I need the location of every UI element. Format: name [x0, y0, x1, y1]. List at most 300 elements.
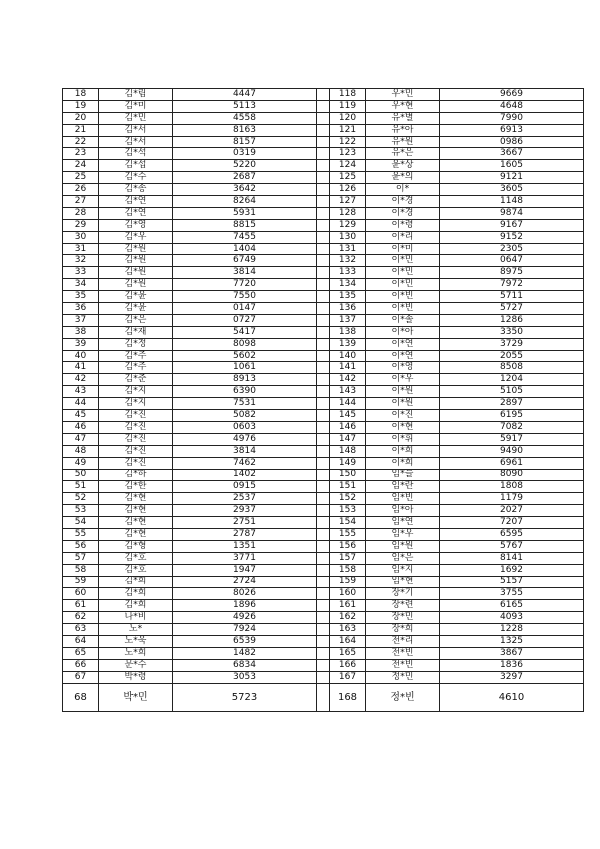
right-masked-name-cell: 우*현 — [366, 100, 440, 112]
left-masked-name-cell: 노*희 — [99, 647, 173, 659]
left-number-value-cell: 4976 — [173, 433, 317, 445]
right-number-value-cell: 9874 — [440, 207, 584, 219]
left-row-number-cell: 38 — [63, 326, 99, 338]
left-number-value-cell: 0603 — [173, 421, 317, 433]
left-masked-name-cell: 김*연 — [99, 207, 173, 219]
column-gap — [317, 279, 330, 291]
column-gap — [317, 219, 330, 231]
right-masked-name-cell: 장*련 — [366, 600, 440, 612]
table-row — [63, 136, 584, 148]
left-row-number-cell: 44 — [63, 398, 99, 410]
left-row-number-cell: 50 — [63, 469, 99, 481]
column-gap — [317, 588, 330, 600]
left-masked-name-cell: 김*정 — [99, 338, 173, 350]
left-number-value-cell: 2724 — [173, 576, 317, 588]
right-masked-name-cell: 이* — [366, 184, 440, 196]
column-gap — [317, 600, 330, 612]
right-number-value-cell: 4610 — [440, 683, 584, 711]
left-number-value-cell: 6390 — [173, 386, 317, 398]
left-number-value-cell: 7455 — [173, 231, 317, 243]
table-row — [63, 386, 584, 398]
left-row-number-cell: 61 — [63, 600, 99, 612]
right-row-number-cell: 151 — [330, 481, 366, 493]
table-row — [63, 279, 584, 291]
left-row-number-cell: 35 — [63, 291, 99, 303]
right-row-number-cell: 163 — [330, 624, 366, 636]
left-masked-name-cell: 김*준 — [99, 374, 173, 386]
left-masked-name-cell: 김*서 — [99, 136, 173, 148]
right-row-number-cell: 147 — [330, 433, 366, 445]
column-gap — [317, 231, 330, 243]
table-row — [63, 350, 584, 362]
column-gap — [317, 207, 330, 219]
table-row — [63, 457, 584, 469]
right-row-number-cell: 130 — [330, 231, 366, 243]
right-number-value-cell: 8975 — [440, 267, 584, 279]
column-gap — [317, 671, 330, 683]
right-row-number-cell: 148 — [330, 445, 366, 457]
column-gap — [317, 124, 330, 136]
table-row — [63, 326, 584, 338]
left-number-value-cell: 1404 — [173, 243, 317, 255]
right-row-number-cell: 157 — [330, 552, 366, 564]
right-row-number-cell: 152 — [330, 493, 366, 505]
left-number-value-cell: 1351 — [173, 540, 317, 552]
right-number-value-cell: 5917 — [440, 433, 584, 445]
right-row-number-cell: 127 — [330, 196, 366, 208]
right-masked-name-cell: 임*은 — [366, 552, 440, 564]
left-row-number-cell: 40 — [63, 350, 99, 362]
column-gap — [317, 160, 330, 172]
left-masked-name-cell: 김*재 — [99, 326, 173, 338]
left-row-number-cell: 23 — [63, 148, 99, 160]
left-number-value-cell: 8098 — [173, 338, 317, 350]
right-row-number-cell: 166 — [330, 659, 366, 671]
right-masked-name-cell: 전*빈 — [366, 659, 440, 671]
left-row-number-cell: 46 — [63, 421, 99, 433]
right-number-value-cell: 2027 — [440, 505, 584, 517]
right-masked-name-cell: 이*빈 — [366, 303, 440, 315]
left-row-number-cell: 59 — [63, 576, 99, 588]
right-number-value-cell: 3667 — [440, 148, 584, 160]
right-row-number-cell: 162 — [330, 612, 366, 624]
left-number-value-cell: 1482 — [173, 647, 317, 659]
table-row — [63, 421, 584, 433]
left-row-number-cell: 36 — [63, 303, 99, 315]
left-masked-name-cell: 박*민 — [99, 683, 173, 711]
left-masked-name-cell: 김*희 — [99, 576, 173, 588]
column-gap — [317, 540, 330, 552]
right-row-number-cell: 146 — [330, 421, 366, 433]
table-row — [63, 338, 584, 350]
right-number-value-cell: 1179 — [440, 493, 584, 505]
right-row-number-cell: 144 — [330, 398, 366, 410]
right-row-number-cell: 119 — [330, 100, 366, 112]
left-row-number-cell: 41 — [63, 362, 99, 374]
right-masked-name-cell: 이*원 — [366, 386, 440, 398]
right-number-value-cell: 4093 — [440, 612, 584, 624]
right-number-value-cell: 1692 — [440, 564, 584, 576]
right-number-value-cell: 3350 — [440, 326, 584, 338]
right-masked-name-cell: 전*리 — [366, 635, 440, 647]
right-number-value-cell: 1286 — [440, 314, 584, 326]
left-number-value-cell: 2687 — [173, 172, 317, 184]
right-masked-name-cell: 장*희 — [366, 624, 440, 636]
left-row-number-cell: 26 — [63, 184, 99, 196]
left-number-value-cell: 3814 — [173, 445, 317, 457]
column-gap — [317, 612, 330, 624]
right-row-number-cell: 161 — [330, 600, 366, 612]
right-row-number-cell: 118 — [330, 89, 366, 101]
table-row — [63, 100, 584, 112]
left-masked-name-cell: 나*비 — [99, 612, 173, 624]
left-masked-name-cell: 김*호 — [99, 552, 173, 564]
column-gap — [317, 433, 330, 445]
left-row-number-cell: 65 — [63, 647, 99, 659]
left-masked-name-cell: 김*림 — [99, 89, 173, 101]
left-number-value-cell: 2937 — [173, 505, 317, 517]
right-masked-name-cell: 이*휘 — [366, 433, 440, 445]
table-row — [63, 469, 584, 481]
right-masked-name-cell: 이*솔 — [366, 314, 440, 326]
left-masked-name-cell: 김*원 — [99, 279, 173, 291]
table-row — [63, 410, 584, 422]
left-number-value-cell: 2787 — [173, 528, 317, 540]
column-gap — [317, 362, 330, 374]
left-number-value-cell: 5220 — [173, 160, 317, 172]
right-number-value-cell: 7990 — [440, 112, 584, 124]
column-gap — [317, 148, 330, 160]
left-number-value-cell: 1061 — [173, 362, 317, 374]
left-row-number-cell: 67 — [63, 671, 99, 683]
right-masked-name-cell: 이*연 — [366, 350, 440, 362]
left-number-value-cell: 5723 — [173, 683, 317, 711]
left-number-value-cell: 1947 — [173, 564, 317, 576]
right-masked-name-cell: 이*민 — [366, 255, 440, 267]
table-row — [63, 207, 584, 219]
left-masked-name-cell: 김*지 — [99, 386, 173, 398]
left-number-value-cell: 0319 — [173, 148, 317, 160]
right-row-number-cell: 143 — [330, 386, 366, 398]
right-masked-name-cell: 이*연 — [366, 338, 440, 350]
right-row-number-cell: 132 — [330, 255, 366, 267]
left-row-number-cell: 25 — [63, 172, 99, 184]
left-number-value-cell: 6539 — [173, 635, 317, 647]
right-number-value-cell: 3297 — [440, 671, 584, 683]
right-number-value-cell: 1148 — [440, 196, 584, 208]
column-gap — [317, 374, 330, 386]
left-masked-name-cell: 김*한 — [99, 481, 173, 493]
left-masked-name-cell: 김*주 — [99, 362, 173, 374]
right-masked-name-cell: 유*원 — [366, 136, 440, 148]
left-row-number-cell: 42 — [63, 374, 99, 386]
right-masked-name-cell: 장*민 — [366, 612, 440, 624]
table-row — [63, 528, 584, 540]
right-masked-name-cell: 윤*상 — [366, 160, 440, 172]
table-row — [63, 576, 584, 588]
column-gap — [317, 303, 330, 315]
table-row — [63, 564, 584, 576]
right-masked-name-cell: 임*빈 — [366, 493, 440, 505]
right-row-number-cell: 167 — [330, 671, 366, 683]
right-masked-name-cell: 임*란 — [366, 481, 440, 493]
left-masked-name-cell: 김*섭 — [99, 160, 173, 172]
column-gap — [317, 196, 330, 208]
right-row-number-cell: 150 — [330, 469, 366, 481]
column-gap — [317, 647, 330, 659]
left-number-value-cell: 1896 — [173, 600, 317, 612]
right-row-number-cell: 159 — [330, 576, 366, 588]
left-number-value-cell: 5931 — [173, 207, 317, 219]
table-row — [63, 481, 584, 493]
right-row-number-cell: 164 — [330, 635, 366, 647]
left-row-number-cell: 54 — [63, 517, 99, 529]
left-row-number-cell: 48 — [63, 445, 99, 457]
table-row — [63, 612, 584, 624]
column-gap — [317, 683, 330, 711]
left-number-value-cell: 3642 — [173, 184, 317, 196]
left-masked-name-cell: 김*하 — [99, 469, 173, 481]
right-number-value-cell: 9121 — [440, 172, 584, 184]
right-number-value-cell: 7207 — [440, 517, 584, 529]
right-number-value-cell: 9669 — [440, 89, 584, 101]
left-masked-name-cell: 김*형 — [99, 540, 173, 552]
left-number-value-cell: 7462 — [173, 457, 317, 469]
table-row — [63, 671, 584, 683]
right-number-value-cell: 2055 — [440, 350, 584, 362]
column-gap — [317, 445, 330, 457]
right-masked-name-cell: 이*영 — [366, 362, 440, 374]
left-row-number-cell: 43 — [63, 386, 99, 398]
left-row-number-cell: 30 — [63, 231, 99, 243]
left-row-number-cell: 21 — [63, 124, 99, 136]
right-masked-name-cell: 이*경 — [366, 196, 440, 208]
table-row — [63, 148, 584, 160]
table-row — [63, 314, 584, 326]
column-gap — [317, 505, 330, 517]
right-masked-name-cell: 유*아 — [366, 124, 440, 136]
left-masked-name-cell: 김*은 — [99, 314, 173, 326]
left-row-number-cell: 31 — [63, 243, 99, 255]
column-gap — [317, 291, 330, 303]
right-row-number-cell: 129 — [330, 219, 366, 231]
right-row-number-cell: 120 — [330, 112, 366, 124]
right-masked-name-cell: 이*령 — [366, 219, 440, 231]
left-number-value-cell: 8026 — [173, 588, 317, 600]
table-row — [63, 540, 584, 552]
left-number-value-cell: 7550 — [173, 291, 317, 303]
table-row — [63, 303, 584, 315]
right-row-number-cell: 140 — [330, 350, 366, 362]
left-number-value-cell: 8264 — [173, 196, 317, 208]
left-number-value-cell: 6749 — [173, 255, 317, 267]
left-number-value-cell: 3053 — [173, 671, 317, 683]
right-masked-name-cell: 이*희 — [366, 445, 440, 457]
table-row — [63, 517, 584, 529]
table-row — [63, 505, 584, 517]
right-number-value-cell: 1605 — [440, 160, 584, 172]
left-masked-name-cell: 김*희 — [99, 600, 173, 612]
right-number-value-cell: 7972 — [440, 279, 584, 291]
right-row-number-cell: 153 — [330, 505, 366, 517]
column-gap — [317, 314, 330, 326]
left-row-number-cell: 52 — [63, 493, 99, 505]
right-number-value-cell: 5157 — [440, 576, 584, 588]
left-masked-name-cell: 김*호 — [99, 564, 173, 576]
right-masked-name-cell: 이*현 — [366, 421, 440, 433]
right-row-number-cell: 139 — [330, 338, 366, 350]
left-row-number-cell: 56 — [63, 540, 99, 552]
right-masked-name-cell: 임*연 — [366, 517, 440, 529]
left-masked-name-cell: 김*진 — [99, 410, 173, 422]
right-masked-name-cell: 우*민 — [366, 89, 440, 101]
column-gap — [317, 564, 330, 576]
left-masked-name-cell: 박*령 — [99, 671, 173, 683]
table-row — [63, 112, 584, 124]
column-gap — [317, 255, 330, 267]
table-row — [63, 683, 584, 711]
left-number-value-cell: 7720 — [173, 279, 317, 291]
right-number-value-cell: 7082 — [440, 421, 584, 433]
column-gap — [317, 493, 330, 505]
left-masked-name-cell: 문*수 — [99, 659, 173, 671]
column-gap — [317, 89, 330, 101]
left-row-number-cell: 64 — [63, 635, 99, 647]
left-number-value-cell: 5113 — [173, 100, 317, 112]
table-row — [63, 255, 584, 267]
column-gap — [317, 457, 330, 469]
left-row-number-cell: 27 — [63, 196, 99, 208]
right-masked-name-cell: 이*희 — [366, 457, 440, 469]
right-number-value-cell: 8508 — [440, 362, 584, 374]
column-gap — [317, 624, 330, 636]
right-row-number-cell: 141 — [330, 362, 366, 374]
column-gap — [317, 172, 330, 184]
right-row-number-cell: 121 — [330, 124, 366, 136]
left-masked-name-cell: 김*석 — [99, 148, 173, 160]
left-number-value-cell: 2537 — [173, 493, 317, 505]
left-row-number-cell: 62 — [63, 612, 99, 624]
column-gap — [317, 338, 330, 350]
right-masked-name-cell: 이*원 — [366, 398, 440, 410]
left-number-value-cell: 7531 — [173, 398, 317, 410]
right-row-number-cell: 134 — [330, 279, 366, 291]
left-masked-name-cell: 김*원 — [99, 255, 173, 267]
right-row-number-cell: 149 — [330, 457, 366, 469]
left-row-number-cell: 51 — [63, 481, 99, 493]
column-gap — [317, 398, 330, 410]
table-row — [63, 124, 584, 136]
right-row-number-cell: 168 — [330, 683, 366, 711]
left-row-number-cell: 22 — [63, 136, 99, 148]
right-number-value-cell: 5727 — [440, 303, 584, 315]
left-row-number-cell: 55 — [63, 528, 99, 540]
right-row-number-cell: 137 — [330, 314, 366, 326]
left-masked-name-cell: 김*송 — [99, 184, 173, 196]
table-row — [63, 600, 584, 612]
left-row-number-cell: 34 — [63, 279, 99, 291]
table-row — [63, 89, 584, 101]
table-row — [63, 362, 584, 374]
right-number-value-cell: 1808 — [440, 481, 584, 493]
right-number-value-cell: 3605 — [440, 184, 584, 196]
right-number-value-cell: 1325 — [440, 635, 584, 647]
left-row-number-cell: 47 — [63, 433, 99, 445]
column-gap — [317, 481, 330, 493]
right-masked-name-cell: 이*빈 — [366, 291, 440, 303]
right-number-value-cell: 9490 — [440, 445, 584, 457]
right-masked-name-cell: 임*우 — [366, 528, 440, 540]
column-gap — [317, 136, 330, 148]
right-row-number-cell: 165 — [330, 647, 366, 659]
right-row-number-cell: 128 — [330, 207, 366, 219]
table-row — [63, 647, 584, 659]
right-row-number-cell: 160 — [330, 588, 366, 600]
right-number-value-cell: 2305 — [440, 243, 584, 255]
left-masked-name-cell: 김*원 — [99, 267, 173, 279]
table-row — [63, 243, 584, 255]
left-row-number-cell: 53 — [63, 505, 99, 517]
right-masked-name-cell: 이*경 — [366, 207, 440, 219]
column-gap — [317, 552, 330, 564]
left-row-number-cell: 39 — [63, 338, 99, 350]
right-number-value-cell: 6195 — [440, 410, 584, 422]
left-number-value-cell: 4926 — [173, 612, 317, 624]
left-row-number-cell: 29 — [63, 219, 99, 231]
column-gap — [317, 326, 330, 338]
column-gap — [317, 659, 330, 671]
right-number-value-cell: 3729 — [440, 338, 584, 350]
table-row — [63, 588, 584, 600]
right-masked-name-cell: 이*민 — [366, 279, 440, 291]
left-row-number-cell: 66 — [63, 659, 99, 671]
column-gap — [317, 410, 330, 422]
left-number-value-cell: 4447 — [173, 89, 317, 101]
right-masked-name-cell: 임*아 — [366, 505, 440, 517]
column-gap — [317, 184, 330, 196]
right-masked-name-cell: 임*늘 — [366, 469, 440, 481]
right-masked-name-cell: 장*기 — [366, 588, 440, 600]
column-gap — [317, 267, 330, 279]
left-masked-name-cell: 김*서 — [99, 124, 173, 136]
right-masked-name-cell: 유*은 — [366, 148, 440, 160]
column-gap — [317, 421, 330, 433]
right-number-value-cell: 0986 — [440, 136, 584, 148]
right-row-number-cell: 145 — [330, 410, 366, 422]
right-masked-name-cell: 윤*의 — [366, 172, 440, 184]
right-masked-name-cell: 임*원 — [366, 540, 440, 552]
left-masked-name-cell: 김*윤 — [99, 303, 173, 315]
column-gap — [317, 350, 330, 362]
left-number-value-cell: 3814 — [173, 267, 317, 279]
right-number-value-cell: 9167 — [440, 219, 584, 231]
right-masked-name-cell: 이*아 — [366, 326, 440, 338]
left-masked-name-cell: 김*진 — [99, 433, 173, 445]
left-masked-name-cell: 김*미 — [99, 100, 173, 112]
left-number-value-cell: 0727 — [173, 314, 317, 326]
table-row — [63, 659, 584, 671]
left-masked-name-cell: 김*현 — [99, 493, 173, 505]
right-number-value-cell: 1204 — [440, 374, 584, 386]
right-row-number-cell: 123 — [330, 148, 366, 160]
right-masked-name-cell: 임*현 — [366, 576, 440, 588]
right-number-value-cell: 6595 — [440, 528, 584, 540]
right-number-value-cell: 9152 — [440, 231, 584, 243]
table-row — [63, 635, 584, 647]
column-gap — [317, 576, 330, 588]
right-number-value-cell: 6913 — [440, 124, 584, 136]
right-masked-name-cell: 전*빈 — [366, 647, 440, 659]
